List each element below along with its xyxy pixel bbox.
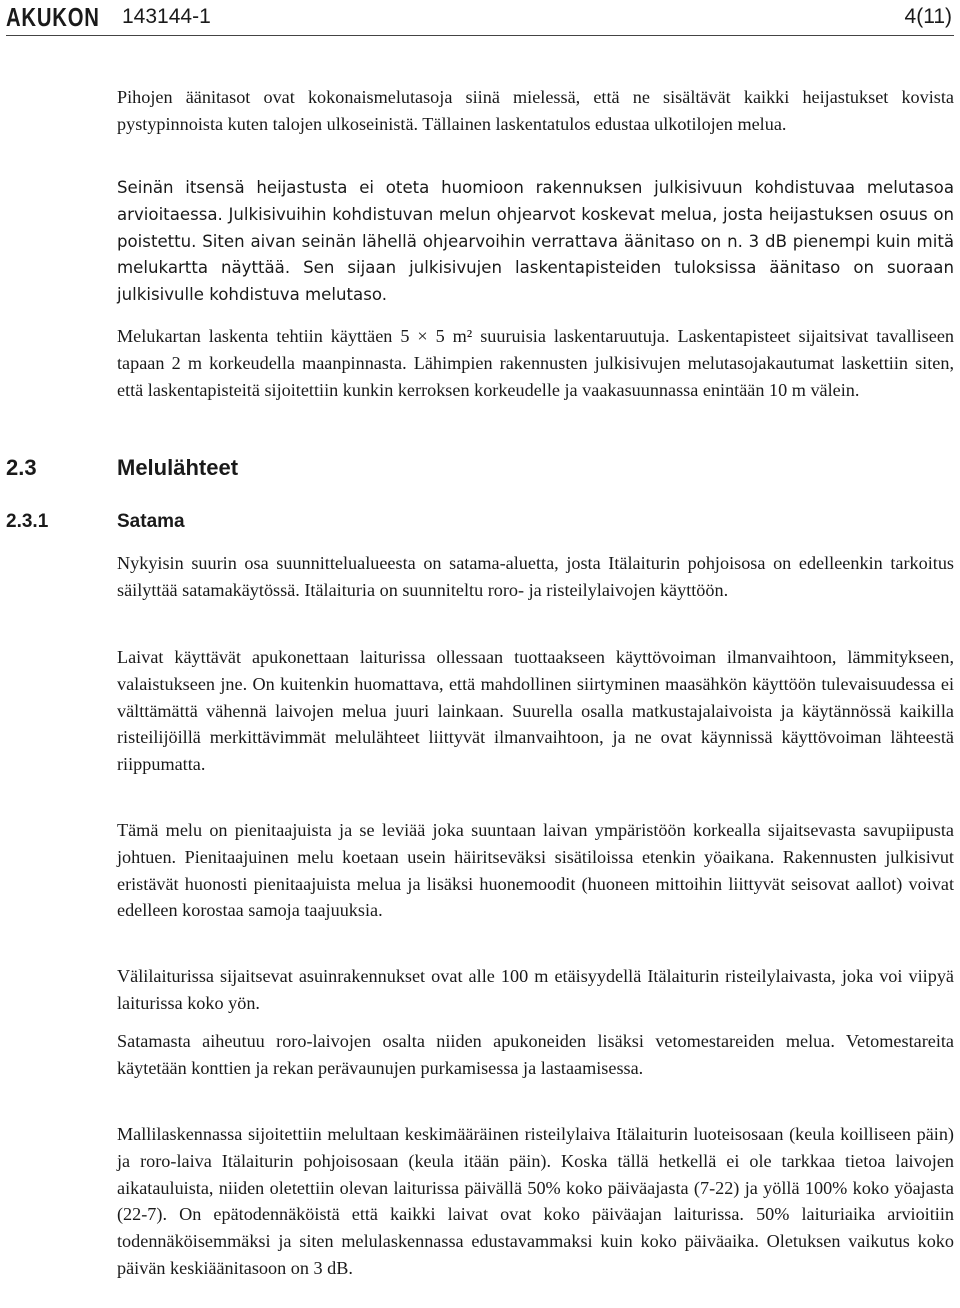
paragraph-reflection: Seinän itsensä heijastusta ei oteta huomioon rakennuksen julkisivuun kohdistuvaa melutasoa arvioitaessa. Julkisivuihin kohdistuvan melun ohjearvot koskevat melua, josta heijastuksen osuus on poistettu. Siten aivan seinän lähellä ohjearvoihin verrattava äänitaso on n. 3 dB pienempi kuin mitä melukartta näyttää. Sen sijaan julkisivujen laskentapisteiden tuloksissa äänitaso on suoraan julkisivulle kohdistuva melutaso. (117, 178, 954, 305)
satama-p6 (117, 1121, 954, 1282)
satama-p1 (117, 550, 954, 604)
calc-grid-text (117, 323, 954, 403)
section-heading (6, 455, 506, 485)
paragraph-auxiliary-engines: Laivat käyttävät apukonettaan laiturissa ollessaan tuottaakseen käyttövoiman ilmanvaihtoon, lämmitykseen, valaistukseen jne. On kuitenkin huomattava, että mahdollinen siirtyminen maasähkön käyttöön tulevaisuudessa ei välttämättä vähennä laivojen melua juuri lainkaan. Suurella osalla matkustajalaivoista ja käytännössä kaikilla risteilijöillä merkittävimmät melulähteet liittyvät ilmanvaihtoon, ja ne ovat käynnissä käyttövoiman lähteestä riippumatta. (117, 647, 954, 775)
satama-p5 (117, 1028, 954, 1082)
paragraph-low-frequency: Tämä melu on pienitaajuista ja se leviää joka suuntaan laivan ympäristöön korkealla sijaitsevasta savupiipusta johtuen. Pienitaajuinen melu koetaan usein häiritseväksi sisätiloissa etenkin yöaikana. Rakennusten julkisivut eristävät huonosti pienitaajuista melua ja lisäksi huonemoodit (huoneen mittoihin liittyvät seisovat aallot) voivat edelleen korostaa samoja taajuuksia. (117, 820, 954, 921)
paragraph-yard-levels: Pihojen äänitasot ovat kokonaismelutasoja siinä mielessä, että ne sisältävät kaikki heijastukset kovista pystypinnoista kuten talojen ulkoseinistä. Tällainen laskentatulos edustaa ulkotilojen melua. (117, 87, 954, 134)
paragraph-calculation-grid: Melukartan laskenta tehtiin käyttäen 5 × 5 m² suuruisia laskentaruutuja. Laskentapisteet sijaitsivat tavalliseen tapaan 2 m korkeudella maanpinnasta. Lähimpien rakennusten julkisivujen melutasojakautumat laskettiin siten, että laskentapisteitä sijoitettiin kunkin kerroksen korkeudelle ja vaakasuunnassa enintään 10 m välein. (117, 326, 954, 400)
satama-p2 (117, 644, 954, 778)
page-number: 4(11) (904, 5, 952, 28)
subsection-heading (6, 511, 506, 539)
section-number: 2.3 (6, 455, 37, 480)
satama-p3 (117, 817, 954, 924)
header-divider (6, 35, 954, 36)
paragraph-harbour-area: Nykyisin suurin osa suunnittelualueesta on satama-aluetta, josta Itälaiturin pohjoisosa on edelleenkin tarkoitus säilyttää satamakäytössä. Itälaituria on suunniteltu roro- ja risteilylaivojen käyttöön. (117, 553, 954, 600)
paragraph-valilaituri: Välilaiturissa sijaitsevat asuinrakennukset ovat alle 100 m etäisyydellä Itälaiturin risteilylaivasta, joka voi viipyä laiturissa koko yön. (117, 966, 954, 1013)
reflection-text (117, 175, 954, 309)
document-id: 143144-1 (122, 5, 211, 28)
company-logo: AKUKON (6, 1, 100, 32)
intro-text (117, 84, 954, 138)
section-title: Melulähteet (117, 455, 239, 480)
paragraph-model-calculation: Mallilaskennassa sijoitettiin melultaan keskimääräinen risteilylaiva Itälaiturin luoteisosaan (keula koilliseen päin) ja roro-laiva Itälaiturin pohjoisosaan (keula itään päin). Koska tällä hetkellä ei ole tarkkaa tietoa laivojen aikatauluista, niiden oletettiin olevan laiturissa päivällä 50% koko päiväajasta (7-22) ja yöllä 100% koko yöajasta (22-7). On epätodennäköistä että kaikki laivat ovat koko päiväajan laiturissa. 50% laituriaika arvioitiin todennäköisemmäksi ja siten melulaskennassa edustavammaksi kuin koko päiväaika. Oletuksen vaikutus koko päivän keskiäänitasoon on 3 dB. (117, 1124, 954, 1278)
page-header (0, 0, 960, 36)
paragraph-tug-masters: Satamasta aiheutuu roro-laivojen osalta niiden apukoneiden lisäksi vetomestareiden melua. Vetomestareita käytetään konttien ja rekan perävaunujen purkamisessa ja lastaamisessa. (117, 1031, 954, 1078)
satama-p4 (117, 963, 954, 1017)
subsection-number: 2.3.1 (6, 511, 49, 532)
subsection-title: Satama (117, 511, 185, 532)
